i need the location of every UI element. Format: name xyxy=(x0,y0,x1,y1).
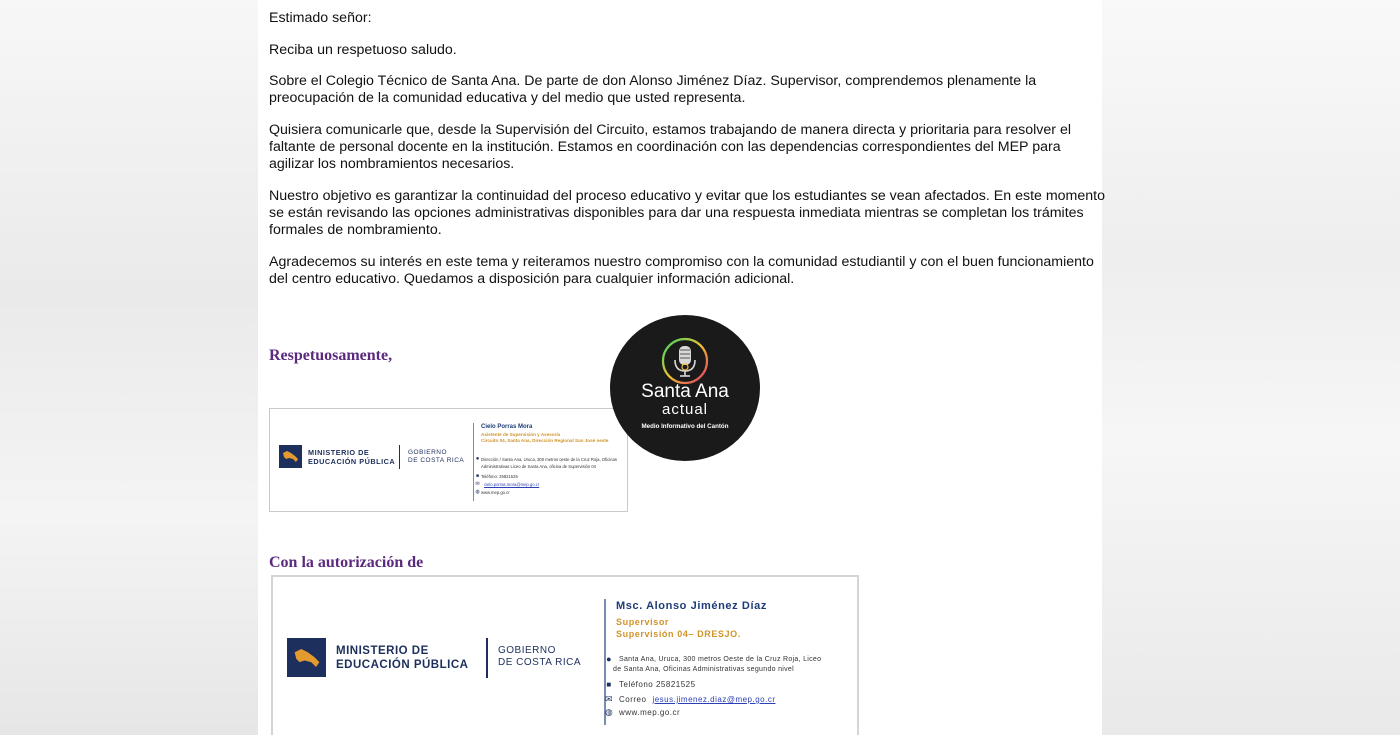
web-line: ◍ www.mep.go.cr xyxy=(475,489,510,495)
contact-role: Supervisión 04– DRESJO. xyxy=(616,629,741,639)
phone-icon: ■ xyxy=(475,473,480,479)
ministry-line1: MINISTERIO DE xyxy=(308,447,370,457)
mep-logo xyxy=(279,445,395,468)
phone-line: ■ Teléfono 25821525 xyxy=(604,680,696,689)
web-line: ◍ www.mep.go.cr xyxy=(604,707,681,717)
letter-paragraph: Agradecemos su interés en este tema y reiteramos nuestro compromiso con la comunidad estudiantil y con el buen funcionamiento del centro educativo. Quedamos a disposición para cualquier información adicional. xyxy=(269,253,1094,287)
phone-icon: ■ xyxy=(606,680,612,689)
closing-heading: Respetuosamente, xyxy=(269,347,393,364)
contact-name: Cielo Porras Mora xyxy=(481,424,533,430)
badge-title: Santa Ana xyxy=(641,381,729,402)
contact-role: Circuito 04, Santa Ana, Dirección Regional San José oeste xyxy=(481,438,609,443)
address-line: ● Dirección / Santa Ana, Uruca, 300 metros oeste de la Cruz Roja, Oficinas xyxy=(475,456,617,462)
mail-icon: ✉ xyxy=(475,481,480,487)
globe-icon: ◍ xyxy=(475,489,480,495)
address-line: ● Santa Ana, Uruca, 300 metros Oeste de la Cruz Roja, Liceo xyxy=(604,654,821,664)
letter-paragraph: Quisiera comunicarle que, desde la Supervisión del Circuito, estamos trabajando de manera directa y prioritaria para resolver el faltante de personal docente en la institución. Estamos en coordinación con las dependencias correspondientes del MEP para agilizar los nombramientos necesarios. xyxy=(269,121,1071,173)
location-pin-icon: ● xyxy=(606,654,612,664)
location-pin-icon: ● xyxy=(475,456,480,462)
costa-rica-map-icon xyxy=(279,445,302,468)
costa-rica-map-icon xyxy=(287,638,326,677)
background-left xyxy=(0,0,268,735)
signature-card-supervisor xyxy=(271,575,859,735)
contact-role: Supervisor xyxy=(616,617,670,627)
phone-line: ■ Teléfono: 25821525 xyxy=(475,473,518,479)
contact-name: Msc. Alonso Jiménez Díaz xyxy=(616,600,767,612)
ministry-line1: MINISTERIO DE xyxy=(336,644,429,657)
email-line: ✉ Correo jesus.jimenez.diaz@mep.go.cr xyxy=(604,694,776,704)
mail-icon: ✉ xyxy=(604,694,614,704)
ministry-line2: EDUCACIÓN PÚBLICA xyxy=(308,456,396,466)
divider xyxy=(486,638,488,678)
mep-logo xyxy=(287,638,468,677)
email-link[interactable]: jesus.jimenez.diaz@mep.go.cr xyxy=(652,695,776,704)
ministry-line2: EDUCACIÓN PÚBLICA xyxy=(336,658,469,671)
letter-salutation: Reciba un respetuoso saludo. xyxy=(269,41,457,58)
badge-subtitle: actual xyxy=(661,401,709,418)
santa-ana-actual-logo xyxy=(610,315,760,461)
letter-paragraph: Nuestro objetivo es garantizar la continuidad del proceso educativo y evitar que los estudiantes se vean afectados. En este momento se están revisando las opciones administrativas disponibles para dar una respuesta inmediata mientras se completan los trámites formales de nombramiento. xyxy=(269,187,1105,239)
badge-tagline: Medio Informativo del Cantón xyxy=(641,423,729,430)
letter-body xyxy=(269,10,1105,302)
address-line: Administrativas Liceo de Santa Ana, oficina de Supervisión 04 xyxy=(481,464,596,469)
address-line: de Santa Ana, Oficinas Administrativas segundo nivel xyxy=(613,666,794,673)
background-right xyxy=(1102,0,1400,735)
letter-page xyxy=(258,0,1105,735)
email-line xyxy=(474,481,539,487)
email-link[interactable]: cielo.porras.mora@mep.go.cr xyxy=(484,481,540,487)
letter-greeting: Estimado señor: xyxy=(269,10,372,26)
globe-icon: ◍ xyxy=(604,707,614,717)
contact-role: Asistente de Supervisión y Asesoría xyxy=(481,432,561,437)
letter-paragraph: Sobre el Colegio Técnico de Santa Ana. De parte de don Alonso Jiménez Díaz. Supervisor, comprendemos plenamente la preocupación de la comunidad educativa y del medio que usted representa. xyxy=(269,73,1037,107)
government-label: GOBIERNO DE COSTA RICA xyxy=(498,645,581,668)
signature-card-assistant xyxy=(269,408,628,512)
divider xyxy=(399,445,400,469)
authorization-heading: Con la autorización de xyxy=(269,554,424,571)
government-label: GOBIERNO DE COSTA RICA xyxy=(408,449,465,464)
